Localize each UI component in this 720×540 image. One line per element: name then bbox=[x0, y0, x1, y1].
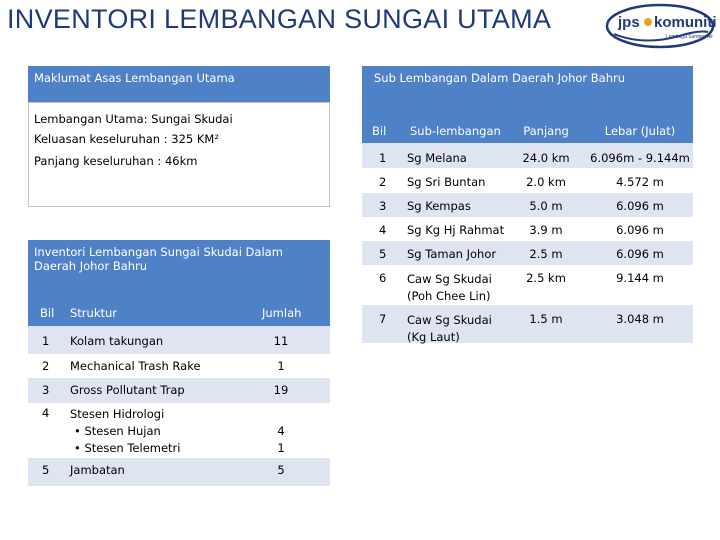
inventory-col-jumlah: Jumlah bbox=[262, 306, 302, 320]
sub-name: Sg Kg Hj Rahmat bbox=[407, 223, 505, 237]
sub-panjang: 2.0 km bbox=[526, 175, 566, 189]
sub-col-panjang: Panjang bbox=[523, 124, 569, 138]
jps-komuniti-logo bbox=[604, 2, 716, 50]
svg-text:jps: jps bbox=[618, 14, 640, 31]
sub-lebar: 6.096 m bbox=[616, 199, 664, 213]
inventory-struktur bbox=[70, 406, 180, 457]
sub-bil: 1 bbox=[379, 151, 387, 165]
inventory-jumlah: 19 bbox=[273, 383, 289, 397]
sub-col-bil: Bil bbox=[372, 124, 387, 138]
sub-basin-header: Sub Lembangan Dalam Daerah Johor Bahru bbox=[362, 66, 693, 102]
basic-info-header: Maklumat Asas Lembangan Utama bbox=[28, 66, 330, 102]
sub-col-lebar: Lebar (Julat) bbox=[604, 124, 676, 138]
basic-info-box bbox=[28, 102, 330, 207]
inventory-struktur: Gross Pollutant Trap bbox=[70, 383, 185, 397]
inventory-jumlah: 1 bbox=[277, 359, 285, 373]
inventory-struktur-sub: • Stesen Telemetri bbox=[74, 440, 180, 457]
sub-col-name: Sub-lembangan bbox=[410, 124, 501, 138]
svg-text:Lembaga Sumber Air: Lembaga Sumber Air bbox=[666, 34, 713, 40]
inventory-struktur-sub: • Stesen Hujan bbox=[74, 423, 180, 440]
inventory-jumlah: 4 bbox=[277, 424, 285, 438]
sub-lebar: 4.572 m bbox=[616, 175, 664, 189]
sub-bil: 2 bbox=[379, 175, 387, 189]
basic-line-basin: Lembangan Utama: Sungai Skudai bbox=[34, 112, 233, 126]
sub-bil: 6 bbox=[379, 271, 387, 285]
sub-name: Caw Sg Skudai (Poh Chee Lin) bbox=[407, 272, 492, 303]
sub-name: Sg Sri Buntan bbox=[407, 175, 486, 189]
sub-name: Sg Melana bbox=[407, 151, 467, 165]
sub-lebar: 6.096 m bbox=[616, 223, 664, 237]
inventory-struktur: Mechanical Trash Rake bbox=[70, 359, 201, 373]
basic-line-length: Panjang keseluruhan : 46km bbox=[34, 154, 198, 168]
svg-text:komuniti: komuniti bbox=[654, 14, 716, 31]
sub-bil: 4 bbox=[379, 223, 387, 237]
sub-name: Caw Sg Skudai (Kg Laut) bbox=[407, 313, 492, 344]
sub-bil: 7 bbox=[379, 312, 387, 326]
inventory-struktur: Jambatan bbox=[70, 463, 125, 477]
inventory-header: Inventori Lembangan Sungai Skudai Dalam Daerah Johor Bahru bbox=[28, 240, 330, 326]
inventory-struktur-main: Stesen Hidrologi bbox=[70, 407, 165, 421]
sub-lebar: 6.096m - 9.144m bbox=[590, 151, 690, 165]
sub-bil: 3 bbox=[379, 199, 387, 213]
sub-lebar: 9.144 m bbox=[616, 271, 664, 285]
sub-lebar: 6.096 m bbox=[616, 247, 664, 261]
inventory-jumlah: 11 bbox=[273, 334, 289, 348]
inventory-bil: 4 bbox=[42, 406, 50, 420]
sub-panjang: 24.0 km bbox=[522, 151, 570, 165]
sub-lebar: 3.048 m bbox=[616, 312, 664, 326]
sub-name: Sg Kempas bbox=[407, 199, 471, 213]
sub-panjang: 3.9 m bbox=[529, 223, 563, 237]
sub-panjang: 2.5 km bbox=[526, 271, 566, 285]
inventory-jumlah: 1 bbox=[277, 441, 285, 455]
inventory-col-bil: Bil bbox=[40, 306, 55, 320]
sub-name: Sg Taman Johor bbox=[407, 247, 497, 261]
sub-panjang: 5.0 m bbox=[529, 199, 563, 213]
inventory-jumlah: 5 bbox=[277, 463, 285, 477]
sub-panjang: 1.5 m bbox=[529, 312, 563, 326]
inventory-bil: 3 bbox=[42, 383, 50, 397]
inventory-bil: 2 bbox=[42, 359, 50, 373]
basic-line-area: Keluasan keseluruhan : 325 KM² bbox=[34, 132, 219, 146]
inventory-col-struktur: Struktur bbox=[70, 306, 118, 320]
inventory-bil: 5 bbox=[42, 463, 50, 477]
page-title: INVENTORI LEMBANGAN SUNGAI UTAMA bbox=[7, 4, 552, 34]
sub-bil: 5 bbox=[379, 247, 387, 261]
inventory-struktur: Kolam takungan bbox=[70, 334, 164, 348]
sub-panjang: 2.5 m bbox=[529, 247, 563, 261]
inventory-bil: 1 bbox=[42, 334, 50, 348]
